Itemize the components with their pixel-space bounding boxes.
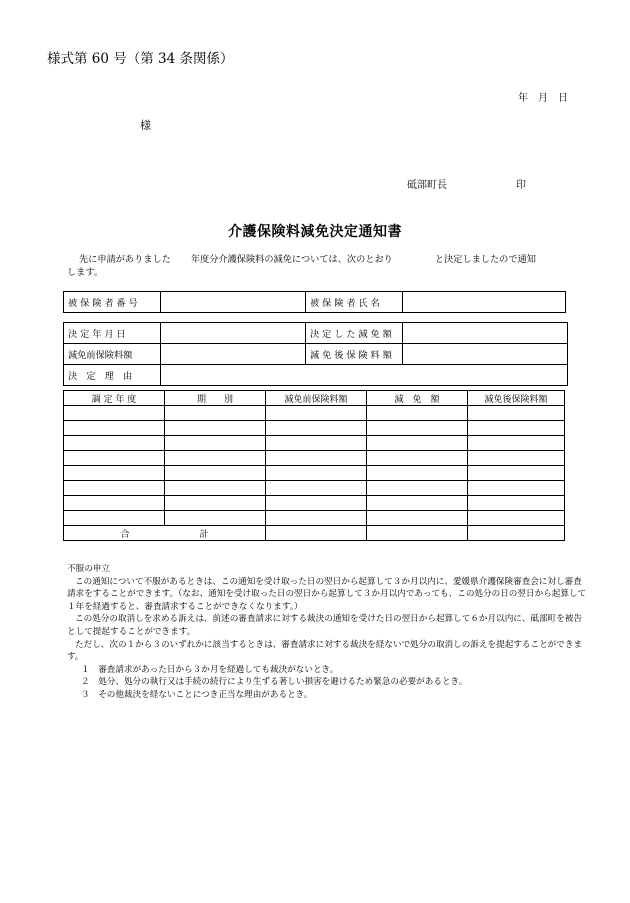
total-post-amount[interactable] <box>468 526 565 541</box>
header-pre-amount: 減免前保険料額 <box>266 391 367 406</box>
table-row <box>64 451 565 466</box>
cell[interactable] <box>367 481 468 496</box>
table-row <box>64 496 565 511</box>
insured-number-label: 被 保 険 者 番 号 <box>64 292 161 313</box>
reason-value[interactable] <box>161 365 568 386</box>
intro-part-2: 年度分介護保険料の減免については、次のとおり <box>190 254 393 265</box>
insured-number-value[interactable] <box>161 292 306 313</box>
cell[interactable] <box>64 406 165 421</box>
cell[interactable] <box>165 421 266 436</box>
cell[interactable] <box>468 421 565 436</box>
pre-amount-label: 減免前保険料額 <box>64 344 161 365</box>
post-amount-label: 減 免 後 保 険 料 額 <box>306 344 403 365</box>
cell[interactable] <box>266 511 367 526</box>
cell[interactable] <box>266 406 367 421</box>
issuer-name: 砥部町長 <box>407 180 447 191</box>
intro-part-3: と決定しましたので通知 <box>434 254 536 265</box>
cell[interactable] <box>64 466 165 481</box>
cell[interactable] <box>266 436 367 451</box>
table-row <box>64 481 565 496</box>
cell[interactable] <box>266 481 367 496</box>
reason-label: 決 定 理 由 <box>64 365 161 386</box>
cell[interactable] <box>165 481 266 496</box>
post-amount-value[interactable] <box>403 344 568 365</box>
intro-part-1: 先に申請がありました <box>79 254 171 265</box>
total-row <box>64 526 565 541</box>
table-row <box>64 406 565 421</box>
cell[interactable] <box>165 436 266 451</box>
table-row <box>64 466 565 481</box>
total-label <box>64 526 266 541</box>
document-title: 介護保険料減免決定通知書 <box>228 224 402 240</box>
intro-text <box>67 253 587 279</box>
cell[interactable] <box>468 496 565 511</box>
cell[interactable] <box>165 451 266 466</box>
total-label-2: 計 <box>199 529 209 540</box>
detail-table <box>63 390 565 541</box>
cell[interactable] <box>367 406 468 421</box>
cell[interactable] <box>165 496 266 511</box>
cell[interactable] <box>266 421 367 436</box>
cell[interactable] <box>468 481 565 496</box>
cell[interactable] <box>468 406 565 421</box>
total-reduction[interactable] <box>367 526 468 541</box>
notes-paragraph-1: この通知について不服があるときは、この通知を受け取った日の翌日から起算して３か月以内に、愛媛県介護保険審査会に対し審査請求をすることができます。（なお、通知を受け取った日の翌日から起算して３か月以内であっても、この処分の日の翌日から起算して１年を経過すると、審査請求することができなくなります。） <box>67 576 587 612</box>
cell[interactable] <box>165 466 266 481</box>
total-label-1: 合 <box>120 529 130 540</box>
cell[interactable] <box>468 511 565 526</box>
intro-part-4: します。 <box>67 267 104 278</box>
header-period: 期 別 <box>165 391 266 406</box>
appeal-notes <box>67 563 587 702</box>
notes-heading: 不服の申立 <box>67 564 110 574</box>
insured-table <box>63 291 566 313</box>
cell[interactable] <box>165 406 266 421</box>
cell[interactable] <box>266 451 367 466</box>
cell[interactable] <box>266 466 367 481</box>
insured-name-value[interactable] <box>403 292 566 313</box>
cell[interactable] <box>367 436 468 451</box>
total-pre-amount[interactable] <box>266 526 367 541</box>
notes-item-2: ２ 処分、処分の執行又は手続の続行により生ずる著しい損害を避けるため緊急の必要があるとき。 <box>81 677 468 688</box>
date-line: 年 月 日 <box>518 93 568 104</box>
decision-date-value[interactable] <box>161 323 306 344</box>
cell[interactable] <box>367 466 468 481</box>
notes-paragraph-3: ただし、次の１から３のいずれかに該当するときは、審査請求に対する裁決を経ないで処分の取消しの訴えを提起することができます。 <box>67 639 583 663</box>
header-fiscal-year: 調 定 年 度 <box>64 391 165 406</box>
cell[interactable] <box>468 436 565 451</box>
cell[interactable] <box>64 451 165 466</box>
form-number: 様式第 60 号（第 34 条関係） <box>47 51 234 67</box>
decided-amount-value[interactable] <box>403 323 568 344</box>
table-row <box>64 511 565 526</box>
decision-table <box>63 322 568 386</box>
cell[interactable] <box>64 436 165 451</box>
notes-paragraph-2: この処分の取消しを求める訴えは、前述の審査請求に対する裁決の通知を受けた日の翌日から起算して６か月以内に、砥部町を被告として提起することができます。 <box>67 614 583 637</box>
header-post-amount: 減免後保険料額 <box>468 391 565 406</box>
cell[interactable] <box>64 421 165 436</box>
header-reduction: 減 免 額 <box>367 391 468 406</box>
addressee-suffix: 様 <box>140 119 151 132</box>
decided-amount-label: 決 定 し た 減 免 額 <box>306 323 403 344</box>
insured-name-label: 被 保 険 者 氏 名 <box>306 292 403 313</box>
cell[interactable] <box>64 511 165 526</box>
cell[interactable] <box>468 466 565 481</box>
pre-amount-value[interactable] <box>161 344 306 365</box>
cell[interactable] <box>266 496 367 511</box>
cell[interactable] <box>468 451 565 466</box>
notes-item-1: １ 審査請求があった日から３か月を経過しても裁決がないとき。 <box>81 664 339 675</box>
cell[interactable] <box>165 511 266 526</box>
seal-mark: 印 <box>516 180 526 191</box>
decision-date-label: 決 定 年 月 日 <box>64 323 161 344</box>
cell[interactable] <box>367 451 468 466</box>
cell[interactable] <box>64 496 165 511</box>
cell[interactable] <box>64 481 165 496</box>
cell[interactable] <box>367 496 468 511</box>
cell[interactable] <box>367 421 468 436</box>
table-row <box>64 421 565 436</box>
table-row <box>64 436 565 451</box>
notes-item-3: ３ その他裁決を経ないことにつき正当な理由があるとき。 <box>81 689 313 700</box>
cell[interactable] <box>367 511 468 526</box>
